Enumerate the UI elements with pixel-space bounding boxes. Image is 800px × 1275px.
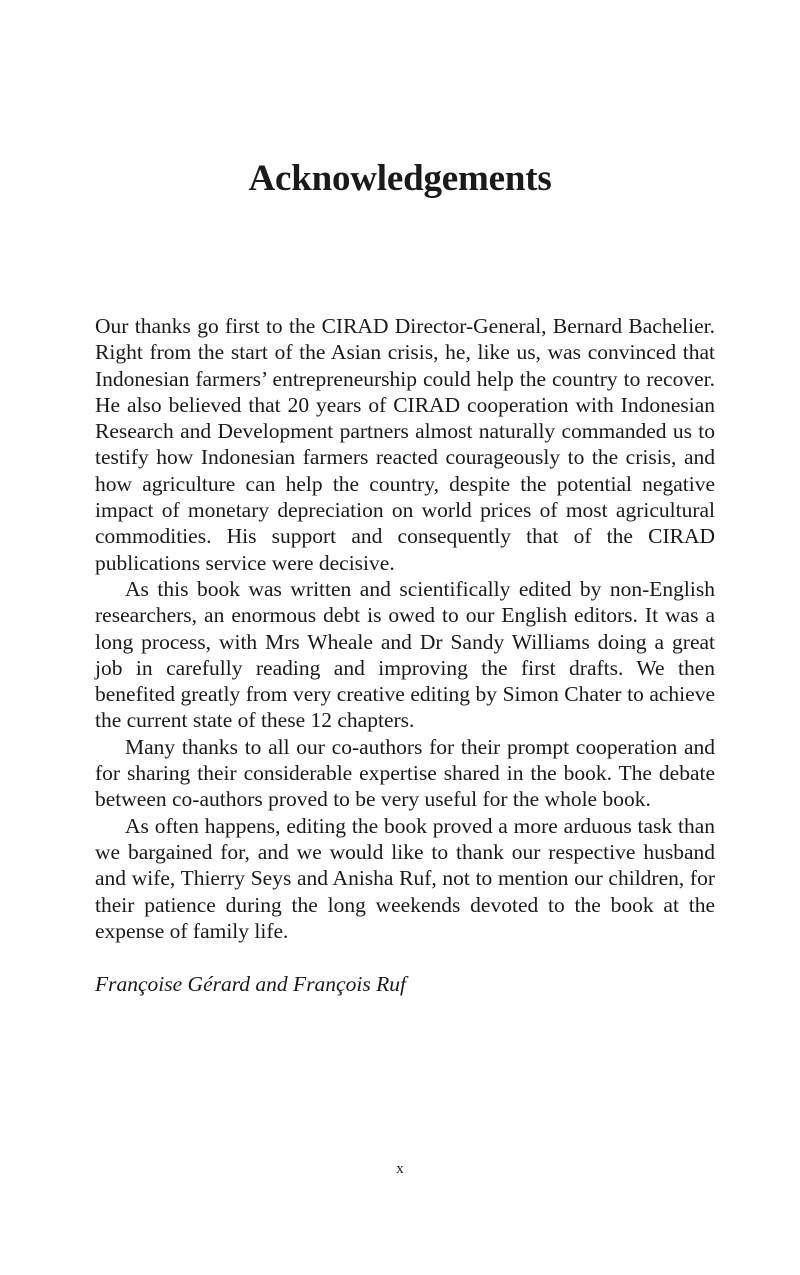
page-title: Acknowledgements [248,158,552,199]
paragraph-1: Our thanks go first to the CIRAD Director-General, Bernard Bachelier. Right from the start of the Asian crisis, he, like us, was convinced that Indonesian farmers’ entrepreneurship could help the country to recover. He also believed that 20 years of CIRAD cooperation with Indonesian Research and Development partners almost naturally commanded us to testify how Indonesian farmers reacted courageously to the crisis, and how agriculture can help the country, despite the potential negative impact of monetary depreciation on world prices of most agricultural commodities. His support and consequently that of the CIRAD publications service were decisive. [95,314,715,575]
acknowledgements-body [95,313,715,944]
paragraph-2: As this book was written and scientifically edited by non-English researchers, an enormous debt is owed to our English editors. It was a long process, with Mrs Wheale and Dr Sandy Williams doing a great job in carefully reading and improving the first drafts. We then benefited greatly from very creative editing by Simon Chater to achieve the current state of these 12 chapters. [95,576,715,733]
page-number: x [396,1161,404,1177]
paragraph-4: As often happens, editing the book proved a more arduous task than we bargained for, and we would like to thank our respective husband and wife, Thierry Seys and Anisha Ruf, not to mention our children, for their patience during the long weekends devoted to the book at the expense of family life. [95,813,715,943]
author-signature: Françoise Gérard and François Ruf [95,972,406,996]
paragraph-3: Many thanks to all our co-authors for their prompt cooperation and for sharing their considerable expertise shared in the book. The debate between co-authors proved to be very useful for the whole book. [95,734,715,812]
